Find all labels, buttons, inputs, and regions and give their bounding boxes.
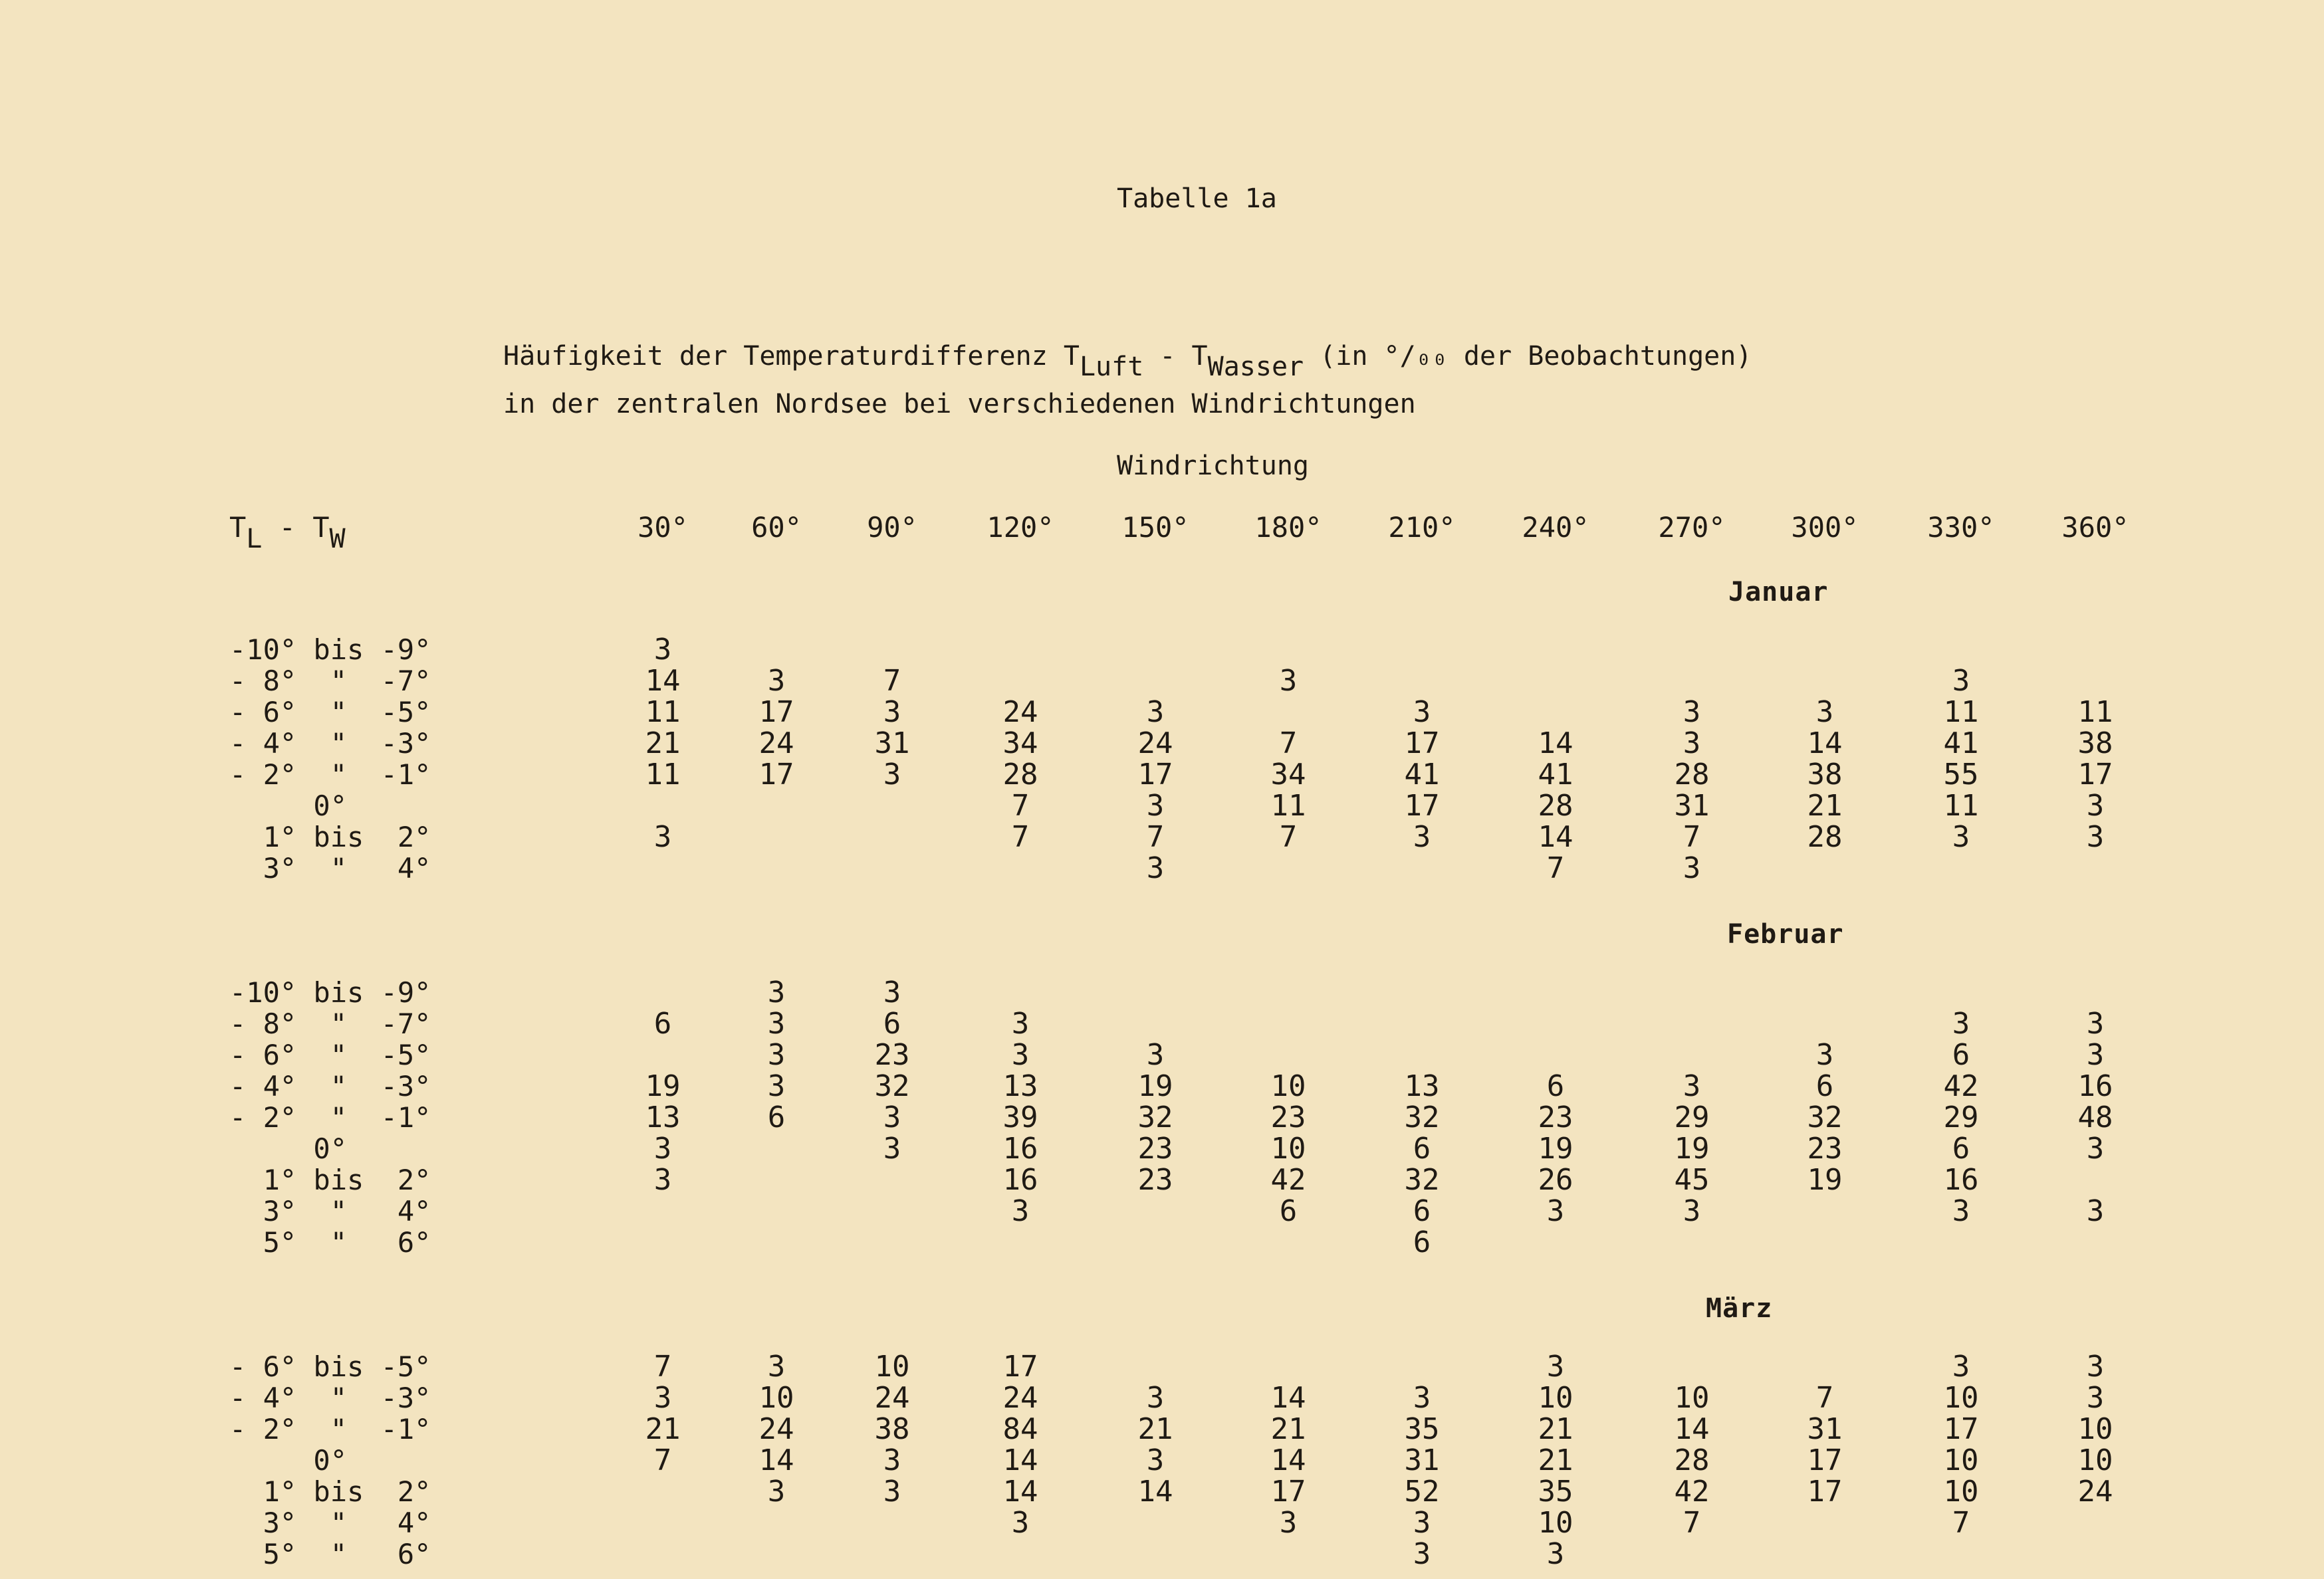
table-cell: 11 [645, 758, 681, 791]
table-cell: 41 [1538, 758, 1573, 791]
column-group-label: Windrichtung [1117, 451, 1309, 481]
row-label: -10° bis -9° [229, 976, 431, 1009]
table-cell: 29 [1674, 1101, 1710, 1134]
table-cell: 3 [2086, 820, 2105, 854]
row-label: 3° " 4° [229, 1195, 431, 1227]
table-cell: 32 [874, 1069, 910, 1103]
table-cell: 38 [1807, 758, 1843, 791]
table-cell: 3 [1952, 820, 1970, 854]
table-cell: 3 [2086, 1132, 2105, 1166]
table-cell: 3 [1683, 851, 1701, 885]
table-cell: 3 [653, 1381, 672, 1415]
table-cell: 3 [1413, 695, 1431, 729]
table-cell: 6 [767, 1101, 786, 1134]
table-cell: 3 [767, 1069, 786, 1103]
table-cell: 10 [1943, 1381, 1979, 1415]
row-label: - 6° bis -5° [229, 1350, 431, 1383]
table-cell: 3 [1413, 1537, 1431, 1571]
table-cell: 19 [1674, 1132, 1710, 1166]
row-label: - 2° " -1° [229, 1413, 431, 1445]
table-title: Tabelle 1a [1117, 183, 1277, 214]
table-cell: 52 [1404, 1475, 1440, 1509]
table-cell: 17 [1807, 1443, 1843, 1477]
table-cell: 7 [1683, 1506, 1701, 1540]
table-cell: 17 [1404, 789, 1440, 823]
table-cell: 3 [1146, 851, 1165, 885]
table-cell: 39 [1002, 1101, 1038, 1134]
table-cell: 31 [1807, 1412, 1843, 1446]
table-cell: 3 [2086, 1194, 2105, 1228]
table-cell: 45 [1674, 1163, 1710, 1197]
table-cell: 3 [653, 633, 672, 667]
table-cell: 3 [2086, 1007, 2105, 1041]
table-cell: 35 [1404, 1412, 1440, 1446]
row-label: - 4° " -3° [229, 727, 431, 760]
table-cell: 10 [1538, 1381, 1573, 1415]
table-cell: 23 [1137, 1132, 1173, 1166]
row-label: 5° " 6° [229, 1538, 431, 1570]
table-cell: 14 [758, 1443, 794, 1477]
row-label: - 6° " -5° [229, 1039, 431, 1071]
table-cell: 28 [1002, 758, 1038, 791]
table-cell: 31 [874, 726, 910, 760]
direction-header: 30° [638, 511, 688, 544]
table-cell: 16 [1002, 1132, 1038, 1166]
table-cell: 17 [1137, 758, 1173, 791]
table-cell: 3 [653, 1132, 672, 1166]
table-cell: 21 [645, 1412, 681, 1446]
table-cell: 24 [758, 1412, 794, 1446]
table-cell: 3 [1146, 789, 1165, 823]
table-cell: 41 [1943, 726, 1979, 760]
row-label: 0° [229, 1444, 348, 1477]
table-cell: 17 [758, 758, 794, 791]
table-cell: 3 [1011, 1007, 1030, 1041]
table-cell: 3 [2086, 1381, 2105, 1415]
table-cell: 29 [1943, 1101, 1979, 1134]
table-cell: 14 [1674, 1412, 1710, 1446]
table-cell: 21 [1538, 1443, 1573, 1477]
table-cell: 7 [1683, 820, 1701, 854]
table-cell: 21 [1270, 1412, 1306, 1446]
table-cell: 10 [2077, 1412, 2113, 1446]
table-cell: 10 [1270, 1132, 1306, 1166]
table-cell: 42 [1674, 1475, 1710, 1509]
table-cell: 3 [1011, 1038, 1030, 1072]
table-caption-line-1 [503, 340, 1752, 382]
table-cell: 3 [1952, 1007, 1970, 1041]
table-cell: 14 [1270, 1381, 1306, 1415]
direction-header: 330° [1927, 511, 1995, 544]
table-cell: 3 [1546, 1537, 1565, 1571]
table-cell: 3 [767, 976, 786, 1009]
table-cell: 13 [645, 1101, 681, 1134]
direction-header: 60° [751, 511, 802, 544]
direction-header: 360° [2061, 511, 2129, 544]
row-label: - 8° " -7° [229, 1007, 431, 1040]
table-cell: 3 [2086, 1350, 2105, 1384]
table-cell: 32 [1404, 1101, 1440, 1134]
table-cell: 14 [1538, 820, 1573, 854]
table-cell: 3 [767, 1350, 786, 1384]
table-cell: 3 [767, 1475, 786, 1509]
table-cell: 7 [1546, 851, 1565, 885]
direction-header: 270° [1658, 511, 1726, 544]
row-label: - 2° " -1° [229, 758, 431, 791]
month-label-februar: Februar [1727, 919, 1844, 950]
caption-text: (in °/₀₀ der Beobachtungen) [1304, 341, 1752, 371]
row-header [229, 511, 346, 554]
table-cell: 10 [874, 1350, 910, 1384]
table-cell: 3 [767, 664, 786, 698]
table-cell: 23 [1807, 1132, 1843, 1166]
table-cell: 3 [883, 758, 901, 791]
row-label: - 2° " -1° [229, 1101, 431, 1134]
table-cell: 7 [1952, 1506, 1970, 1540]
table-cell: 21 [1137, 1412, 1173, 1446]
table-cell: 3 [1011, 1506, 1030, 1540]
table-cell: 17 [1270, 1475, 1306, 1509]
table-cell: 23 [874, 1038, 910, 1072]
direction-header: 300° [1791, 511, 1859, 544]
table-cell: 11 [1943, 695, 1979, 729]
row-label: -10° bis -9° [229, 633, 431, 666]
row-label: 3° " 4° [229, 852, 431, 885]
table-cell: 3 [2086, 1038, 2105, 1072]
direction-header: 240° [1522, 511, 1589, 544]
table-cell: 24 [2077, 1475, 2113, 1509]
table-cell: 11 [1943, 789, 1979, 823]
row-label: 1° bis 2° [229, 1164, 431, 1196]
table-cell: 17 [1807, 1475, 1843, 1509]
table-cell: 34 [1270, 758, 1306, 791]
table-cell: 32 [1807, 1101, 1843, 1134]
table-cell: 6 [1413, 1194, 1431, 1228]
table-cell: 38 [874, 1412, 910, 1446]
table-cell: 24 [1002, 1381, 1038, 1415]
table-cell: 31 [1404, 1443, 1440, 1477]
table-cell: 14 [1538, 726, 1573, 760]
table-cell: 13 [1002, 1069, 1038, 1103]
table-cell: 3 [1011, 1194, 1030, 1228]
table-cell: 3 [1952, 1350, 1970, 1384]
table-cell: 3 [653, 820, 672, 854]
direction-header: 180° [1254, 511, 1322, 544]
table-cell: 3 [1952, 664, 1970, 698]
table-cell: 17 [1002, 1350, 1038, 1384]
table-cell: 24 [1137, 726, 1173, 760]
table-cell: 10 [2077, 1443, 2113, 1477]
caption-subscript-luft: Luft [1079, 352, 1144, 382]
table-cell: 24 [1002, 695, 1038, 729]
table-cell: 10 [1538, 1506, 1573, 1540]
table-cell: 24 [758, 726, 794, 760]
table-cell: 55 [1943, 758, 1979, 791]
table-cell: 31 [1674, 789, 1710, 823]
table-cell: 3 [767, 1007, 786, 1041]
row-label: - 8° " -7° [229, 665, 431, 697]
direction-header: 90° [867, 511, 917, 544]
table-cell: 7 [1279, 726, 1298, 760]
table-cell: 3 [1413, 1506, 1431, 1540]
table-cell: 7 [653, 1350, 672, 1384]
table-cell: 10 [1270, 1069, 1306, 1103]
table-cell: 6 [1815, 1069, 1834, 1103]
table-cell: 42 [1943, 1069, 1979, 1103]
table-cell: 7 [1011, 789, 1030, 823]
caption-subscript-wasser: Wasser [1207, 352, 1304, 382]
table-cell: 7 [653, 1443, 672, 1477]
table-cell: 3 [653, 1163, 672, 1197]
table-cell: 17 [1404, 726, 1440, 760]
table-cell: 3 [883, 1443, 901, 1477]
row-header-subscript: L [246, 524, 263, 554]
table-cell: 19 [645, 1069, 681, 1103]
row-label: - 6° " -5° [229, 696, 431, 728]
row-header-text: T [229, 511, 247, 544]
row-label: 0° [229, 1132, 348, 1165]
table-cell: 3 [1279, 664, 1298, 698]
table-cell: 7 [883, 664, 901, 698]
table-cell: 23 [1270, 1101, 1306, 1134]
table-cell: 3 [1146, 1443, 1165, 1477]
table-cell: 3 [883, 1475, 901, 1509]
table-cell: 3 [1546, 1194, 1565, 1228]
caption-text: Häufigkeit der Temperaturdifferenz T [503, 341, 1080, 371]
row-label: 0° [229, 790, 348, 822]
table-cell: 21 [1807, 789, 1843, 823]
direction-header: 150° [1121, 511, 1189, 544]
table-cell: 16 [1002, 1163, 1038, 1197]
table-cell: 3 [883, 976, 901, 1009]
table-cell: 3 [1683, 695, 1701, 729]
table-cell: 32 [1404, 1163, 1440, 1197]
table-cell: 3 [1413, 820, 1431, 854]
table-cell: 17 [1943, 1412, 1979, 1446]
table-cell: 14 [1002, 1475, 1038, 1509]
table-cell: 6 [1279, 1194, 1298, 1228]
table-cell: 3 [1683, 1194, 1701, 1228]
table-cell: 6 [1952, 1132, 1970, 1166]
table-cell: 3 [1815, 1038, 1834, 1072]
table-caption-line-2: in der zentralen Nordsee bei verschiedenen Windrichtungen [503, 389, 1416, 419]
month-label-januar: Januar [1728, 577, 1829, 607]
table-cell: 16 [2077, 1069, 2113, 1103]
row-label: 3° " 4° [229, 1507, 431, 1539]
table-cell: 32 [1137, 1101, 1173, 1134]
table-cell: 26 [1538, 1163, 1573, 1197]
table-cell: 3 [1952, 1194, 1970, 1228]
table-cell: 3 [1146, 1038, 1165, 1072]
table-cell: 21 [645, 726, 681, 760]
table-cell: 84 [1002, 1412, 1038, 1446]
table-cell: 11 [2077, 695, 2113, 729]
row-header-text: - T [262, 511, 330, 544]
table-cell: 6 [1413, 1132, 1431, 1166]
table-cell: 3 [767, 1038, 786, 1072]
row-label: - 4° " -3° [229, 1382, 431, 1414]
table-cell: 34 [1002, 726, 1038, 760]
table-cell: 21 [1538, 1412, 1573, 1446]
table-cell: 48 [2077, 1101, 2113, 1134]
row-label: 5° " 6° [229, 1226, 431, 1259]
table-cell: 6 [653, 1007, 672, 1041]
table-cell: 10 [1943, 1443, 1979, 1477]
table-cell: 35 [1538, 1475, 1573, 1509]
table-cell: 16 [1943, 1163, 1979, 1197]
table-cell: 17 [2077, 758, 2113, 791]
table-cell: 24 [874, 1381, 910, 1415]
table-cell: 3 [1279, 1506, 1298, 1540]
table-cell: 10 [1674, 1381, 1710, 1415]
row-label: 1° bis 2° [229, 821, 431, 853]
direction-header: 210° [1388, 511, 1456, 544]
table-cell: 7 [1815, 1381, 1834, 1415]
table-cell: 7 [1279, 820, 1298, 854]
table-cell: 6 [1952, 1038, 1970, 1072]
table-cell: 28 [1538, 789, 1573, 823]
table-cell: 28 [1674, 1443, 1710, 1477]
table-cell: 19 [1137, 1069, 1173, 1103]
table-cell: 3 [1683, 1069, 1701, 1103]
table-cell: 10 [1943, 1475, 1979, 1509]
direction-header: 120° [987, 511, 1054, 544]
table-cell: 3 [2086, 789, 2105, 823]
table-cell: 3 [1546, 1350, 1565, 1384]
table-cell: 6 [1413, 1225, 1431, 1259]
table-cell: 19 [1807, 1163, 1843, 1197]
table-cell: 23 [1538, 1101, 1573, 1134]
table-cell: 41 [1404, 758, 1440, 791]
table-cell: 14 [1137, 1475, 1173, 1509]
table-cell: 6 [1546, 1069, 1565, 1103]
row-header-subscript: W [329, 524, 346, 554]
table-cell: 28 [1674, 758, 1710, 791]
month-label-märz: März [1706, 1293, 1773, 1324]
table-cell: 7 [1146, 820, 1165, 854]
table-cell: 3 [883, 1101, 901, 1134]
table-cell: 23 [1137, 1163, 1173, 1197]
table-cell: 14 [1270, 1443, 1306, 1477]
table-cell: 10 [758, 1381, 794, 1415]
table-cell: 11 [645, 695, 681, 729]
table-cell: 3 [1815, 695, 1834, 729]
caption-text: - T [1143, 341, 1208, 371]
table-cell: 3 [1146, 1381, 1165, 1415]
table-cell: 17 [758, 695, 794, 729]
table-cell: 14 [645, 664, 681, 698]
row-label: 1° bis 2° [229, 1475, 431, 1508]
table-cell: 28 [1807, 820, 1843, 854]
table-cell: 3 [1146, 695, 1165, 729]
table-cell: 42 [1270, 1163, 1306, 1197]
table-cell: 14 [1807, 726, 1843, 760]
table-cell: 3 [1413, 1381, 1431, 1415]
table-cell: 13 [1404, 1069, 1440, 1103]
table-cell: 3 [883, 1132, 901, 1166]
table-cell: 6 [883, 1007, 901, 1041]
table-cell: 3 [1683, 726, 1701, 760]
table-cell: 14 [1002, 1443, 1038, 1477]
table-cell: 19 [1538, 1132, 1573, 1166]
row-label: - 4° " -3° [229, 1070, 431, 1103]
table-cell: 11 [1270, 789, 1306, 823]
table-cell: 38 [2077, 726, 2113, 760]
table-cell: 7 [1011, 820, 1030, 854]
table-cell: 3 [883, 695, 901, 729]
